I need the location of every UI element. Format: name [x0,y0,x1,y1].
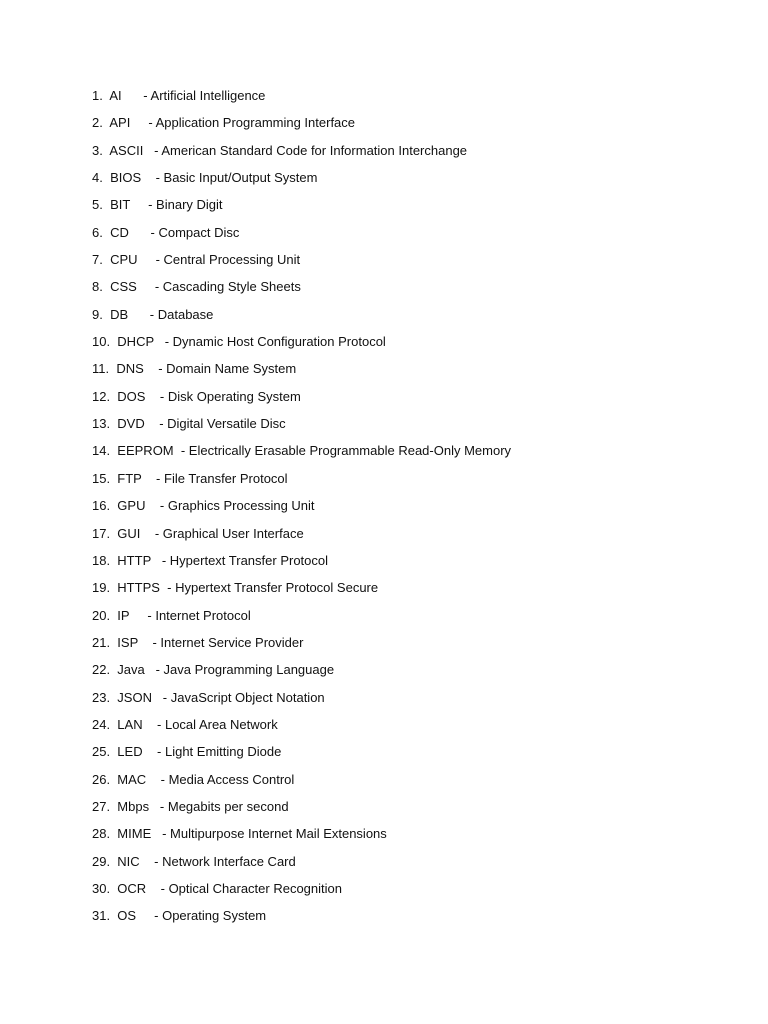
list-item: 25. LED - Light Emitting Diode [92,744,282,760]
list-item: 9. DB - Database [92,306,214,322]
list-item: 10. DHCP - Dynamic Host Configuration Protocol [92,334,386,350]
list-item: 26. MAC - Media Access Control [92,771,295,787]
list-item: 19. HTTPS - Hypertext Transfer Protocol Secure [92,580,379,596]
list-item: 7. CPU - Central Processing Unit [92,252,301,268]
list-item: 22. Java - Java Programming Language [92,662,335,678]
list-item: 12. DOS - Disk Operating System [92,388,301,404]
list-item: 11. DNS - Domain Name System [92,361,297,377]
list-item: 4. BIOS - Basic Input/Output System [92,170,318,186]
list-item: 30. OCR - Optical Character Recognition [92,880,342,896]
list-item: 29. NIC - Network Interface Card [92,853,296,869]
acronym-list [92,86,511,934]
list-item: 6. CD - Compact Disc [92,224,240,240]
list-item: 21. ISP - Internet Service Provider [92,634,304,650]
list-item: 17. GUI - Graphical User Interface [92,525,304,541]
list-item: 20. IP - Internet Protocol [92,607,251,623]
list-item: 5. BIT - Binary Digit [92,197,223,213]
list-item: 2. API - Application Programming Interface [92,115,356,131]
list-item: 16. GPU - Graphics Processing Unit [92,498,315,514]
list-item: 27. Mbps - Megabits per second [92,798,289,814]
list-item: 15. FTP - File Transfer Protocol [92,470,288,486]
list-item: 31. OS - Operating System [92,908,267,924]
list-item: 28. MIME - Multipurpose Internet Mail Extensions [92,826,387,842]
list-item: 24. LAN - Local Area Network [92,716,278,732]
list-item: 3. ASCII - American Standard Code for Information Interchange [92,142,468,158]
list-item: 23. JSON - JavaScript Object Notation [92,689,325,705]
list-item: 14. EEPROM - Electrically Erasable Programmable Read-Only Memory [92,443,512,459]
list-item: 18. HTTP - Hypertext Transfer Protocol [92,552,329,568]
list-item: 8. CSS - Cascading Style Sheets [92,279,301,295]
list-item: 13. DVD - Digital Versatile Disc [92,416,286,432]
list-item: 1. AI - Artificial Intelligence [92,88,266,103]
